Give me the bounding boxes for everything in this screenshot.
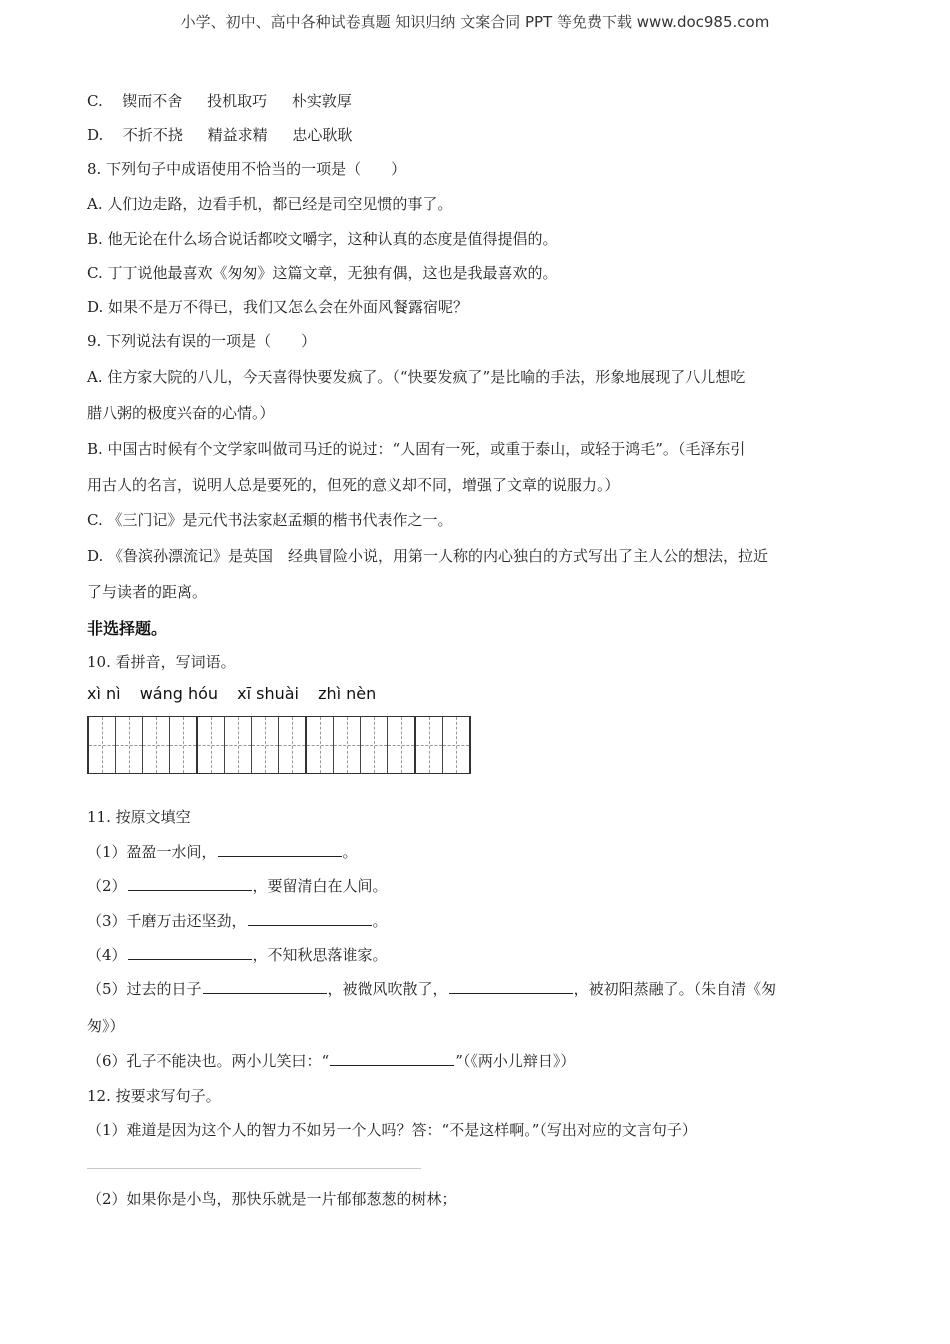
grid-cell[interactable] — [89, 716, 116, 774]
grid-cell[interactable] — [170, 716, 196, 774]
word-box-2 — [196, 716, 305, 774]
pinyin-3: xī shuài — [237, 684, 299, 703]
pinyin-1: xì nì — [87, 684, 121, 703]
q7-option-c — [87, 90, 867, 111]
text: （3）千磨万击还坚劲， — [87, 912, 247, 930]
q12-item-1: （1）难道是因为这个人的智力不如另一个人吗？答：“不是这样啊。”（写出对应的文言句子） — [87, 1121, 697, 1139]
grid-cell[interactable] — [198, 716, 225, 774]
q11-item-4 — [87, 944, 867, 965]
grid-cell[interactable] — [334, 716, 361, 774]
text: （2） — [87, 877, 127, 895]
option-word: 锲而不舍 — [122, 92, 183, 110]
q12-stem: 12. 按要求写句子。 — [87, 1087, 221, 1105]
q9-option-d-line2: 了与读者的距离。 — [87, 583, 208, 601]
text: ，不知秋思落谁家。 — [252, 946, 388, 964]
pinyin-4: zhì nèn — [318, 684, 377, 703]
grid-cell[interactable] — [279, 716, 305, 774]
q9-option-b-line1: B. 中国古时候有个文学家叫做司马迁的说过：“人固有一死，或重于泰山，或轻于鸿毛”。（毛泽东引 — [87, 440, 746, 458]
q8-option-d: D. 如果不是万不得已，我们又怎么会在外面风餐露宿呢？ — [87, 298, 469, 316]
text: 。 — [372, 912, 388, 930]
grid-cell[interactable] — [388, 716, 414, 774]
page-header: 小学、初中、高中各种试卷真题 知识归纳 文案合同 PPT 等免费下载 www.doc985.com — [180, 13, 770, 31]
text: （4） — [87, 946, 127, 964]
q11-item-5-cont: 匆》） — [87, 1017, 125, 1035]
section-title: 非选择题。 — [87, 619, 168, 638]
option-label: C. — [87, 92, 103, 110]
q11-stem: 11. 按原文填空 — [87, 808, 191, 826]
option-label: D. — [87, 126, 104, 144]
answer-line[interactable] — [87, 1168, 421, 1169]
text: （1）盈盈一水间， — [87, 843, 217, 861]
q9-option-d-line1: D. 《鲁滨孙漂流记》是英国 经典冒险小说，用第一人称的内心独白的方式写出了主人公的想法，拉近 — [87, 547, 769, 565]
answer-blank[interactable] — [203, 979, 327, 994]
word-box-3 — [305, 716, 414, 774]
text: ，被初阳蒸融了。（朱自清《匆 — [573, 980, 777, 998]
grid-cell[interactable] — [416, 716, 443, 774]
q9-stem: 9. 下列说法有误的一项是（ ） — [87, 332, 317, 350]
pinyin-2: wáng hóu — [139, 684, 219, 703]
grid-cell[interactable] — [443, 716, 469, 774]
option-word: 朴实敦厚 — [291, 92, 352, 110]
answer-blank[interactable] — [218, 842, 342, 857]
grid-cell[interactable] — [116, 716, 143, 774]
q9-option-c: C. 《三门记》是元代书法家赵孟頫的楷书代表作之一。 — [87, 511, 453, 529]
q11-item-1 — [87, 841, 867, 862]
q9-option-a-line2: 腊八粥的极度兴奋的心情。） — [87, 404, 275, 422]
q11-item-2 — [87, 875, 867, 896]
q7-option-d — [87, 124, 867, 145]
option-word: 不折不挠 — [122, 126, 183, 144]
writing-grid — [87, 716, 471, 774]
option-word: 忠心耿耿 — [292, 126, 353, 144]
grid-cell[interactable] — [307, 716, 334, 774]
q11-item-3 — [87, 910, 867, 931]
text: （6）孔子不能决也。两小儿笑曰：“ — [87, 1052, 330, 1070]
answer-blank[interactable] — [128, 876, 252, 891]
q8-option-c: C. 丁丁说他最喜欢《匆匆》这篇文章，无独有偶，这也是我最喜欢的。 — [87, 264, 558, 282]
q8-option-a: A. 人们边走路，边看手机，都已经是司空见惯的事了。 — [87, 195, 453, 213]
text: 。 — [342, 843, 358, 861]
q10-stem: 10. 看拼音，写词语。 — [87, 653, 236, 671]
q11-item-6 — [87, 1050, 867, 1071]
answer-blank[interactable] — [248, 911, 372, 926]
text: ，要留清白在人间。 — [252, 877, 388, 895]
q11-item-5 — [87, 978, 867, 999]
pinyin-row — [87, 684, 390, 703]
q8-option-b: B. 他无论在什么场合说话都咬文嚼字，这种认真的态度是值得提倡的。 — [87, 230, 558, 248]
grid-cell[interactable] — [361, 716, 388, 774]
grid-cell[interactable] — [143, 716, 170, 774]
option-word: 投机取巧 — [207, 92, 268, 110]
answer-blank[interactable] — [330, 1051, 454, 1066]
answer-blank[interactable] — [449, 979, 573, 994]
q8-stem: 8. 下列句子中成语使用不恰当的一项是（ ） — [87, 160, 407, 178]
q9-option-b-line2: 用古人的名言，说明人总是要死的，但死的意义却不同，增强了文章的说服力。） — [87, 476, 620, 494]
answer-blank[interactable] — [128, 945, 252, 960]
grid-cell[interactable] — [225, 716, 252, 774]
option-word: 精益求精 — [207, 126, 268, 144]
word-box-4 — [414, 716, 471, 774]
grid-cell[interactable] — [252, 716, 279, 774]
text: ，被微风吹散了， — [327, 980, 448, 998]
q12-item-2: （2）如果你是小鸟，那快乐就是一片郁郁葱葱的树林； — [87, 1190, 457, 1208]
q9-option-a-line1: A. 住方家大院的八儿，今天喜得快要发疯了。（“快要发疯了”是比喻的手法，形象地展现了八儿想吃 — [87, 368, 746, 386]
word-box-1 — [87, 716, 196, 774]
text: （5）过去的日子 — [87, 980, 202, 998]
text: ”（《两小儿辩日》） — [455, 1052, 576, 1070]
